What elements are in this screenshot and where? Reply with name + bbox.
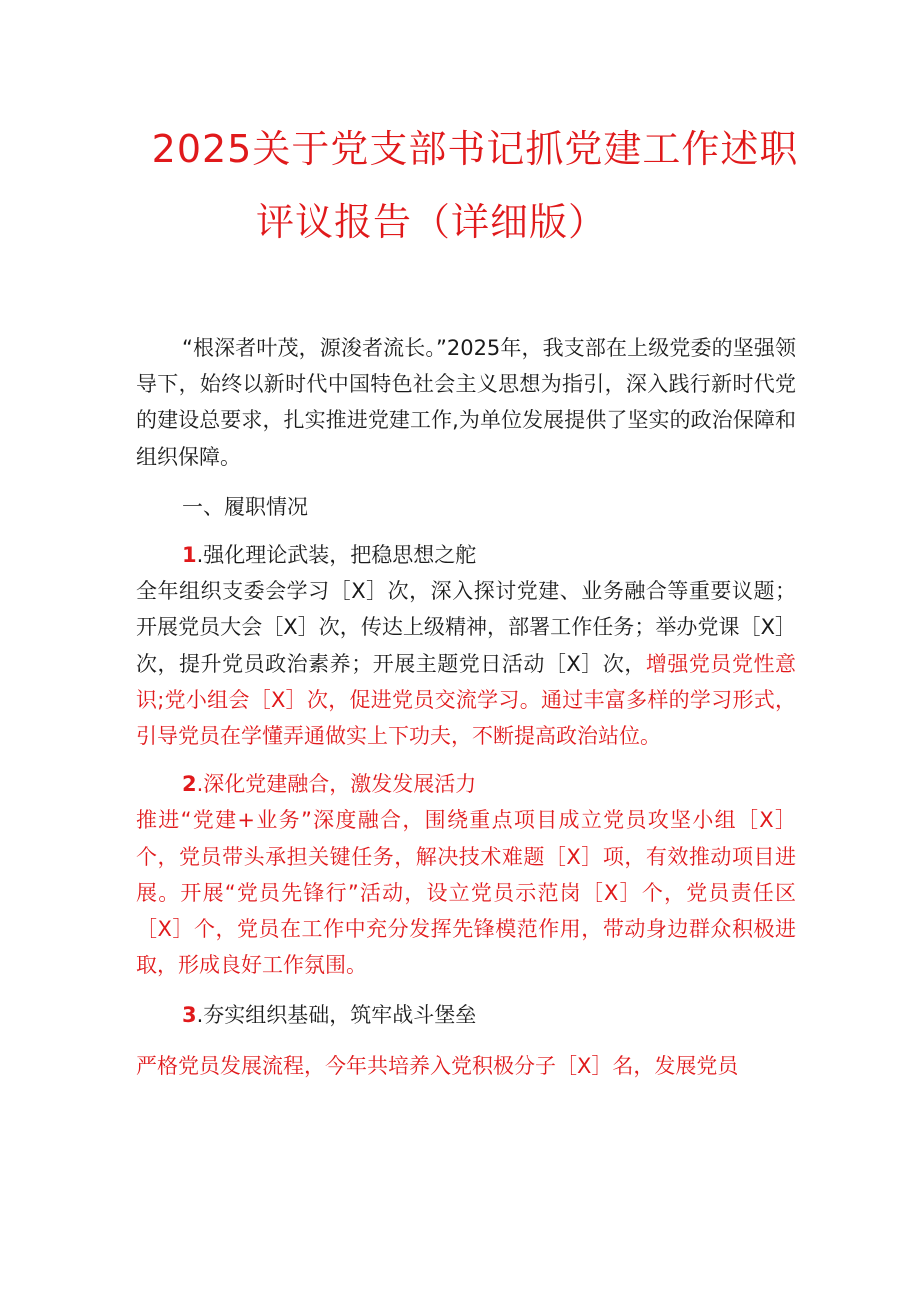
section-heading-1: 一、履职情况 <box>182 494 308 519</box>
item-1-heading <box>136 537 796 573</box>
item-1-body <box>136 573 796 754</box>
document-title-line-1: 2025关于党支部书记抓党建工作述职 <box>151 127 799 171</box>
item-3-body: 严格党员发展流程，今年共培养入党积极分子［X］名，发展党员 <box>136 1053 739 1078</box>
item-1-body-black: 全年组织支委会学习［X］次，深入探讨党建、业务融合等重要议题；开展党员大会［X］次，传达上级精神，部署工作任务；举办党课［X］次，提升党员政治素养；开展主题党日活动［X］次， <box>136 579 796 676</box>
document-title-line-2: 评议报告（详细版） <box>256 200 608 244</box>
item-1-title: .强化理论武装，把稳思想之舵 <box>196 543 477 568</box>
item-3-title: .夯实组织基础，筑牢战斗堡垒 <box>196 1003 477 1028</box>
item-1-body-red: 增强党员党性意识;党小组会［X］次，促进党员交流学习。通过丰富多样的学习形式，引导党员在学懂弄通做实上下功夫，不断提高政治站位。 <box>136 651 796 749</box>
item-2-heading <box>136 766 796 802</box>
item-2-title: .深化党建融合，激发发展活力 <box>196 772 477 797</box>
intro-paragraph: “根深者叶茂，源浚者流长。”2025年，我支部在上级党委的坚强领导下，始终以新时代中国特色社会主义思想为指引，深入践行新时代党的建设总要求，扎实推进党建工作,为单位发展提供了坚实的政治保障和组织保障。 <box>136 336 796 469</box>
document-body <box>136 330 796 1084</box>
item-3-heading <box>136 997 796 1033</box>
item-3-number: 3 <box>182 1003 197 1028</box>
item-2-body: 推进“党建+业务”深度融合，围绕重点项目成立党员攻坚小组［X］个，党员带头承担关键任务，解决技术难题［X］项，有效推动项目进展。开展“党员先锋行”活动，设立党员示范岗［X］个，党员责任区［X］个，党员在工作中充分发挥先锋模范作用，带动身边群众积极进取，形成良好工作氛围。 <box>136 808 796 978</box>
item-2-number: 2 <box>182 772 197 797</box>
item-1-number: 1 <box>182 543 197 568</box>
